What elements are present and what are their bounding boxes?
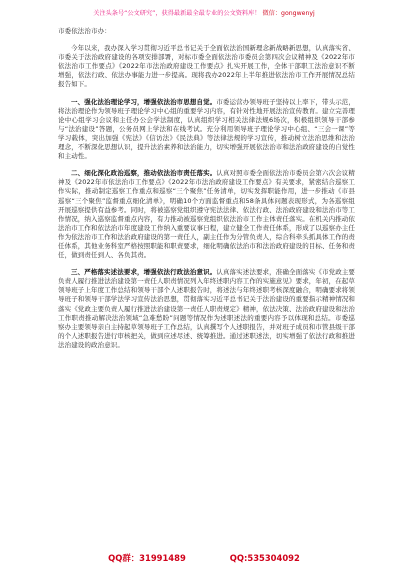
section-three (58, 268, 355, 350)
header-middle: ，获得最新最全最专业的公文资料库！ (155, 10, 261, 17)
document-body (58, 27, 355, 358)
salutation: 市委依法治市办： (58, 27, 111, 35)
section-three-body: 认真落实述法要求，准确全面落实《市党政主要负责人履行推进法治建设第一责任人职责情况列入年终述职内容工作的实施意见》要求，年初，在起草领导班子上年度工作总结和领导干部个人述职报告时，将述法与年终述职考核深度融合，明确要求将领导班子和领导干部学法学习宣传法治思想，贯彻落实习近平总书记关于法治建设的重要指示精神情况和落实《党政主要负责人履行推进法治建设第一责任人职责规定》精神，依法决策、法治政府建设和法治工作职责推动解决法治领域“急难愁盼”问题等情况作为述职述法的重要内容予以体现和总结。市委巡察办主要领导亲自主持起草领导班子工作总结，认真撰写个人述职报告，并对班子成员和市管县级干部的个人述职报告进行审核把关，做到应述尽述、统筹推进。通过述职述法，切实增强了依法行政和推进法治建设的政治意识。 (58, 268, 356, 349)
contact-footer (0, 552, 408, 564)
header-brand: “公文研究” (124, 10, 156, 17)
section-three-title: 三、严格落实述法要求，增强依法行政法治意识。 (71, 268, 217, 277)
header-wechat: 微信：gongwenyj (262, 10, 315, 17)
section-two (58, 169, 355, 260)
footer-qq-group: QQ群：31991489 (108, 553, 186, 563)
footer-qq: QQ:535304092 (229, 553, 300, 563)
section-two-title: 二、细化深化政治巡察，推动依法治市责任落实。 (71, 169, 217, 178)
section-one-title: 一、强化法治理论学习，增强依法治市思想自觉。 (71, 97, 217, 106)
section-one-body: 市委运营办领导班子坚持以上率下，带头示范，将法治理论作为领导班子理论学习中心组的重要学习内容，有针对性地开展法治宣传教育。建立完善理论中心组学习会议和主任办公会学法制度，认真组织学习相关法律法规6场次，积极组织领导干部参与“法治建设”答题，公务员网上学法和在线考试。充分利用领导班子理论学习中心组、“三会一课”等学习载体，突出加强《宪法》《信访法》《民法典》等法律法规的学习宣传，推动树立法治思维和法治理念，不断深化思想认识，提升法治素养和法治能力，切实增强开展依法治市和法治政府建设的自觉性和主动性。 (58, 97, 356, 161)
header-prefix: 关注头条号 (93, 10, 125, 17)
section-two-body: 认真对照市委全面依法治市委员会第六次会议精神及《2022年市依法治市工作要点》《2022年市法治政府建设工作要点》有关要求，紧密结合巡察工作实际，推动制定巡察工作重点和巡察“三个聚焦”任务清单，切实发挥职能作用，进一步推动《市县巡察“三个聚焦”监督重点细化清单》，明确10个方面监督重点和58条具体问题表现形式，为各巡察组开展巡察提供有益参考。同时，将被巡察党组织遵守宪法法律、依法行政、法治政府建设和法治市等工作情况，纳入巡察监督重点内容，有力推动被巡察党组织依法治市工作主体责任落实。在机关内推动依法治市工作和依法治市年度建设工作纳入重要议事日程，建立健全工作责任体系，形成了以巡察办主任作为依法治市工作和法治政府建设的第一责任人，副主任作为分管负责人，综合科牵头抓具体工作的责任体系，其他业务科室严格按照职能和职责要求，细化明确依法治市和法治政府建设的目标、任务和责任，做到责任到人、各负其责。 (58, 169, 356, 260)
intro-paragraph: 今年以来，我办深入学习贯彻习近平总书记关于全面依法治国新理念新战略新思想，认真落实省、市委关于法治政府建设的各项安排部署，对标市委全面依法治市委员会第四次会议精神及《2022年市依法治市工作要点》《2022年市法治政府建设工作要点》扎实开展工作，全体干部职工法治意识不断增强，依法行政、依法办事能力进一步提高。现将我办2022年上半年推进依法治市工作开展情况总结报告如下。 (58, 44, 355, 89)
section-one (58, 98, 355, 162)
promo-header (0, 10, 408, 18)
